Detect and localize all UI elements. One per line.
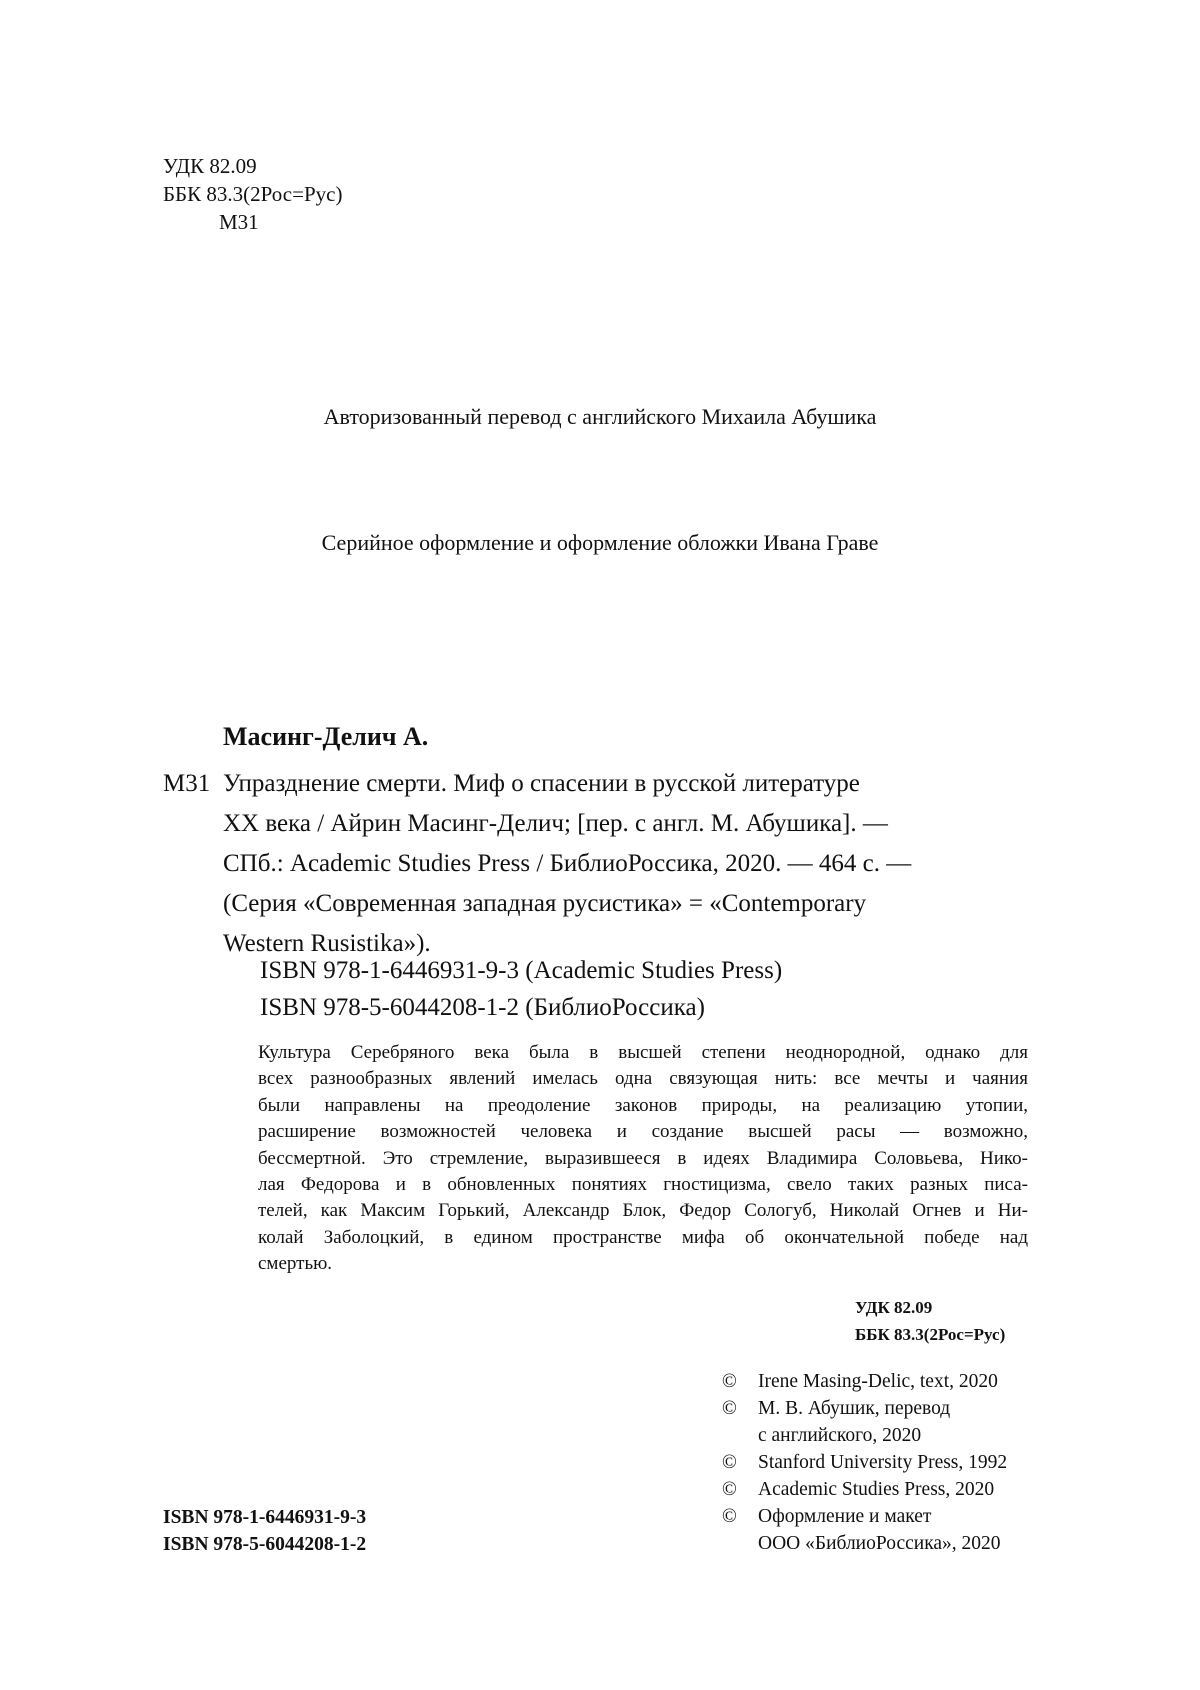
bib-line: XX века / Айрин Масинг-Делич; [пер. с англ. М. Абушика]. — [223,810,888,837]
classification-block-bottom [855,1294,1005,1348]
copyright-text: Stanford University Press, 1992 [758,1452,1008,1473]
copyright-text: Оформление и макет [758,1506,932,1527]
copyright-icon: © [722,1371,737,1392]
abstract-line: колай Заболоцкий, в едином пространстве мифа об окончательной победе над [258,1226,1028,1248]
isbn-entry: ISBN 978-1-6446931-9-3 (Academic Studies Press) [260,957,783,984]
isbn-block-bottom [163,1504,366,1558]
copyright-text: Academic Studies Press, 2020 [758,1479,995,1500]
copyright-icon: © [722,1479,737,1500]
copyright-item [722,1503,1007,1557]
copyright-list [722,1368,1007,1557]
book-abstract [258,1040,1028,1278]
copyright-item [722,1476,1007,1503]
abstract-line: расширение возможностей человека и создание высшей расы — возможно, [258,1121,1028,1143]
abstract-line: телей, как Максим Горький, Александр Блок, Федор Сологуб, Николай Огнев и Ни- [258,1200,1028,1222]
copyright-text: ООО «БиблиоРоссика», 2020 [758,1533,1001,1554]
abstract-line: были направлены на преодоление законов природы, на реализацию утопии, [258,1094,1028,1116]
copyright-item [722,1395,1007,1449]
copyright-icon: © [722,1398,737,1419]
abstract-line: лая Федорова и в обновленных понятиях гностицизма, свело таких разных писа- [258,1174,1028,1196]
design-credit: Серийное оформление и оформление обложки Ивана Граве [321,530,879,555]
isbn-entry: ISBN 978-1-6446931-9-3 [163,1507,367,1528]
bib-line: Western Rusistika»). [223,930,431,957]
copyright-text: М. В. Абушик, перевод [758,1398,951,1419]
bbk-code: ББК 83.3(2Рос=Рус) [163,182,343,206]
bib-line: (Серия «Современная западная русистика» = «Contemporary [223,890,867,917]
bibliographic-author-mark: М31 [163,770,211,797]
copyright-icon: © [722,1506,737,1527]
abstract-line: всех разнообразных явлений имелась одна связующая нить: все мечты и чаяния [258,1068,1028,1090]
abstract-line: бессмертной. Это стремление, выразившееся в идеях Владимира Соловьева, Нико- [258,1147,1028,1169]
translation-credit: Авторизованный перевод с английского Михаила Абушика [323,404,877,429]
udk-code: УДК 82.09 [163,154,257,178]
isbn-entry: ISBN 978-5-6044208-1-2 (БиблиоРоссика) [260,994,705,1021]
bbk-code: ББК 83.3(2Рос=Рус) [855,1325,1006,1344]
bib-line: СПб.: Academic Studies Press / БиблиоРоссика, 2020. — 464 с. — [223,850,912,877]
copyright-icon: © [722,1452,737,1473]
isbn-list [260,952,782,1026]
bib-line: Упразднение смерти. Миф о спасении в русской литературе [223,770,860,797]
copyright-item [722,1449,1007,1476]
udk-code: УДК 82.09 [855,1298,933,1317]
isbn-entry: ISBN 978-5-6044208-1-2 [163,1534,367,1555]
classification-block-top [163,152,342,236]
abstract-line: смертью. [258,1253,333,1275]
bibliographic-description [223,764,911,964]
author-mark: М31 [219,210,259,234]
copyright-text: Irene Masing-Delic, text, 2020 [758,1371,998,1392]
copyright-text: с английского, 2020 [758,1425,922,1446]
copyright-item [722,1368,1007,1395]
author-heading: Масинг-Делич А. [223,722,429,751]
abstract-line: Культура Серебряного века была в высшей степени неоднородной, однако для [258,1042,1028,1063]
